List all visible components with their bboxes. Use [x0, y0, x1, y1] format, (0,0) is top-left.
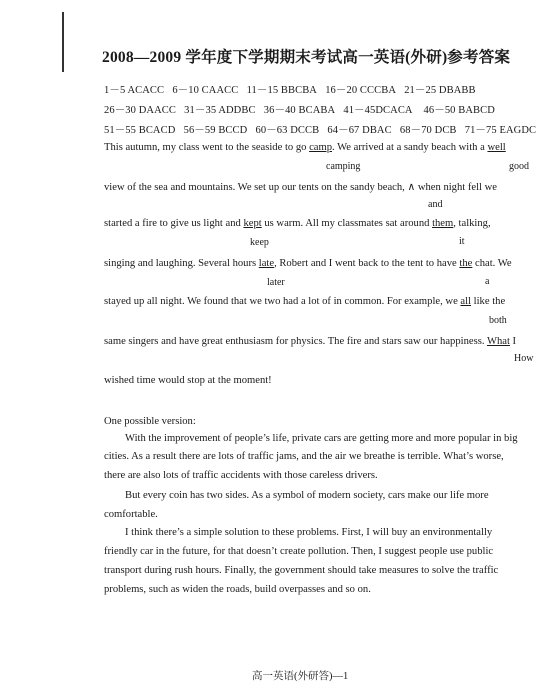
correction-line-7	[104, 375, 272, 386]
answer-group: 64－67 DBAC	[327, 125, 392, 136]
error-word: camp	[309, 142, 333, 153]
passage-text: , Robert and I went back to the tent to have	[274, 258, 460, 269]
answer-group: 31－35 ADDBC	[184, 105, 256, 116]
essay-line: comfortable.	[104, 509, 158, 520]
fix-a: a	[485, 276, 490, 287]
answer-group: 71－75 EAGDC	[464, 125, 537, 136]
page-footer: 高一英语(外研答)—1	[252, 671, 349, 682]
answer-key-line-2	[104, 102, 495, 117]
correction-line-2	[104, 181, 497, 193]
answer-group: 56－59 BCCD	[183, 125, 248, 136]
error-word: all	[460, 296, 472, 307]
passage-text: chat. We	[472, 258, 512, 269]
error-word: late	[258, 258, 275, 269]
correction-line-6	[104, 336, 516, 347]
passage-text: wished time would stop at the moment!	[104, 375, 272, 386]
essay-line: With the improvement of people’s life, private cars are getting more and more popular in big	[125, 433, 518, 444]
answer-key-line-3	[104, 122, 536, 137]
answer-group: 26－30 DAACC	[104, 105, 176, 116]
answer-group: 16－20 CCCBA	[325, 85, 397, 96]
left-margin-line	[62, 12, 64, 72]
correction-line-1	[104, 142, 506, 153]
essay-line: I think there’s a simple solution to these problems. First, I will buy an environmentally	[125, 527, 493, 538]
error-word: kept	[243, 218, 262, 229]
answer-group: 60－63 DCCB	[255, 125, 320, 136]
error-word: them	[432, 218, 454, 229]
essay-line: problems, such as widen the roads, build overpasses and so on.	[104, 584, 371, 595]
error-word: What	[486, 336, 510, 347]
answer-group: 68－70 DCB	[399, 125, 457, 136]
answer-group: 11－15 BBCBA	[246, 85, 317, 96]
passage-text: , talking,	[453, 218, 491, 229]
essay-line: But every coin has two sides. As a symbol of modern society, cars make our life more	[125, 490, 489, 501]
page-title: 2008—2009 学年度下学期期末考试高一英语(外研)参考答案	[102, 49, 511, 66]
answer-group: 6－10 CAACC	[172, 85, 239, 96]
error-word: well	[487, 142, 506, 153]
answer-group: 41－45DCACA	[343, 105, 413, 116]
fix-camping: camping	[326, 161, 361, 172]
essay-line: there are also lots of traffic accidents with those careless drivers.	[104, 470, 378, 481]
answer-group: 46－50 BABCD	[423, 105, 495, 116]
essay-heading: One possible version:	[104, 416, 196, 427]
correction-line-5	[104, 296, 505, 307]
passage-text: us warm. All my classmates sat around	[261, 218, 433, 229]
fix-it: it	[459, 236, 465, 247]
passage-text: same singers and have great enthusiasm for physics. The fire and stars saw our happiness.	[104, 336, 487, 347]
answer-group: 1－5 ACACC	[104, 85, 165, 96]
passage-text: I	[509, 336, 517, 347]
passage-text: singing and laughing. Several hours	[104, 258, 259, 269]
passage-text: view of the sea and mountains. We set up our tents on the sandy beach, ∧ when night fell we	[104, 182, 497, 193]
passage-text: started a fire to give us light and	[104, 218, 244, 229]
fix-and: and	[428, 199, 443, 210]
answer-group: 51－55 BCACD	[104, 125, 176, 136]
fix-how: How	[514, 353, 534, 364]
fix-good: good	[509, 161, 529, 172]
essay-line: cities. As a result there are lots of traffic jams, and the air we breathe is terrible. What’s worse,	[104, 451, 504, 462]
fix-later: later	[267, 277, 285, 288]
answer-group: 36－40 BCABA	[263, 105, 336, 116]
answer-key-line-1	[104, 82, 476, 97]
passage-text: . We arrived at a sandy beach with a	[332, 142, 488, 153]
passage-text: This autumn, my class went to the seaside to go	[104, 142, 310, 153]
error-word: the	[459, 258, 473, 269]
essay-line: friendly car in the future, for that doesn’t create pollution. Then, I suggest people use public	[104, 546, 494, 557]
correction-line-4	[104, 258, 512, 269]
fix-keep: keep	[250, 237, 269, 248]
fix-both: both	[489, 315, 507, 326]
correction-line-3	[104, 218, 491, 229]
passage-text: stayed up all night. We found that we two had a lot of in common. For example, we	[104, 296, 461, 307]
answer-group: 21－25 DBABB	[404, 85, 476, 96]
passage-text: like the	[471, 296, 506, 307]
essay-line: transport during rush hours. Finally, the government should take measures to solve the traffic	[104, 565, 499, 576]
